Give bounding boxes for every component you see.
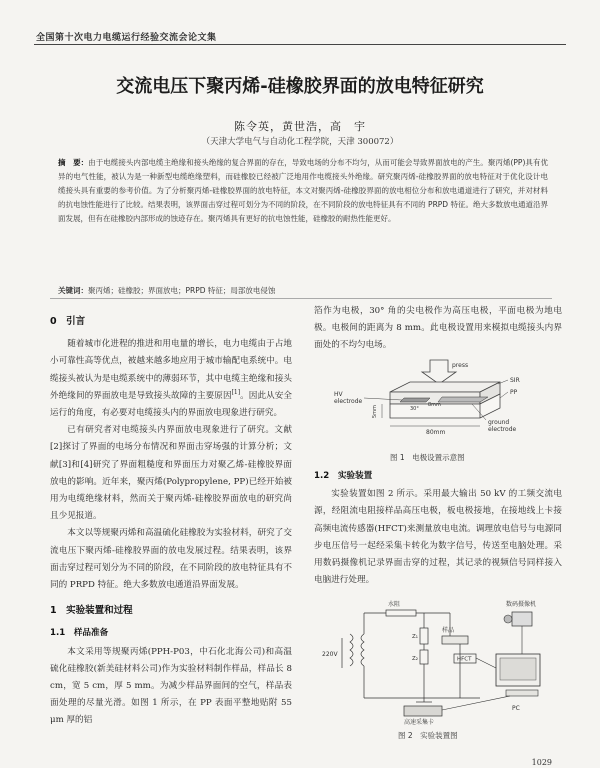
page-number: 1029 [531, 758, 552, 767]
label-hfct: HFCT [457, 656, 472, 663]
impedance-z1 [420, 628, 428, 644]
label-press: press [452, 362, 469, 369]
abstract-rule [50, 298, 552, 299]
label-z2: Z₂ [412, 656, 418, 662]
abstract [58, 156, 548, 226]
figure-1-caption: 图 1 电极设置示意图 [390, 453, 465, 462]
daq-card [404, 706, 442, 716]
label-angle: 30° [410, 406, 419, 412]
label-pp: PP [510, 389, 518, 396]
label-width: 80mm [426, 429, 446, 436]
label-camera: 数码摄像机 [506, 601, 537, 608]
pc-keyboard [506, 690, 538, 696]
paper-authors: 陈令英，黄世浩，高 宇 [234, 120, 366, 133]
intro-paragraph-1 [50, 336, 292, 422]
section-1-2-heading: 1.2 实验装置 [314, 471, 373, 481]
keywords-text: 聚丙烯；硅橡胶；界面放电；PRPD 特征；局部放电侵蚀 [88, 286, 276, 295]
hv-foil-electrode [400, 398, 430, 402]
keywords-label: 关键词： [58, 286, 88, 295]
sample-block [442, 636, 468, 644]
label-gap: 8mm [428, 402, 441, 408]
label-source: 220V [322, 651, 338, 658]
ground-foil-electrode [438, 397, 488, 402]
label-sample: 样品 [442, 627, 455, 634]
apparatus-paragraph: 实验装置如图 2 所示。采用最大输出 50 kV 的工频交流电源，经阻流电阻接样品高压电极，板电极接地，在接地线上卡接高频电流传感器(HFCT)来测量放电电流。调理放电信号与电源同步电压信号一起经采集卡转化为数字信号，传送至电脑处理。采用数码摄像机记录界面击穿的过程，其记录的视频信号同样接入电脑进行处理。 [314, 489, 562, 586]
impedance-z2 [420, 650, 428, 664]
left-column [50, 305, 292, 730]
running-head: 全国第十次电力电缆运行经验交流会论文集 [36, 33, 217, 43]
right-column [314, 303, 562, 355]
transformer-secondary [361, 634, 364, 666]
abstract-label: 摘 要： [58, 158, 89, 167]
electrode-paragraph: 箔作为电极，30° 角的尖电极作为高压电极，平面电极为地电极。电极间的距离为 8 mm。此电极设置用来模拟电缆接头内界面处的不均匀电场。 [314, 306, 562, 351]
label-thickness: 5mm [372, 405, 378, 418]
water-resistor [386, 610, 416, 616]
section-1-heading: 1 实验装置和过程 [50, 605, 133, 617]
paper-affiliation: （天津大学电气与自动化工程学院，天津 300072） [201, 137, 399, 147]
figure-1-electrode-setup [330, 358, 540, 443]
label-pc: PC [512, 705, 520, 712]
figure-2-caption: 图 2 实验装置图 [398, 731, 458, 740]
label-daq: 高速采集卡 [404, 719, 435, 726]
header-rule [34, 44, 566, 45]
press-arrow [422, 360, 456, 384]
label-hv-electrode: HV electrode [334, 391, 363, 405]
right-column-lower [314, 466, 562, 589]
abstract-text: 由于电缆接头内部电缆主绝缘和接头绝缘的复合界面的存在，导致电场的分布不均匀，从而可能会导致界面放电的产生。聚丙烯(PP)具有优异的电气性能，被认为是一种新型电缆绝缘塑料，而硅橡胶已经被广泛地用作电缆接头外绝缘。研究聚丙烯-硅橡胶界面的放电特征对于优化设计电缆接头具有重要的参考价值。为了分析聚丙烯-硅橡胶界面的放电特征，本文对聚丙烯-硅橡胶界面的放电相位分布和放电通道进行了研究，并对材料的抗电蚀性能进行了比较。结果表明，该界面击穿过程可划分为不同的阶段，在不同阶段的放电特征具有不同的 PRPD 特征。绝大多数放电通道沿界面发展，但有在硅橡胶内部形成的蚀迹存在。聚丙烯具有更好的抗电蚀性能，硅橡胶的耐热性能更好。 [58, 158, 548, 223]
camera-icon [512, 612, 532, 626]
paper-title: 交流电压下聚丙烯-硅橡胶界面的放电特征研究 [116, 76, 484, 97]
sample-paragraph: 本文采用等规聚丙烯(PPH-P03，中石化北海公司)和高温硫化硅橡胶(新美硅材料公司)作为实验材料制作样品，样品长 8 cm，宽 5 cm，厚 5 mm。为减少样品界面间的空气，样品表面处理的尽量光滑。如图 1 所示，在 PP 表面平整地贴附 55 μm 厚的铝 [50, 646, 292, 726]
keywords [58, 285, 548, 296]
section-1-1-heading: 1.1 样品准备 [50, 628, 109, 639]
transformer-primary [350, 634, 353, 666]
label-sir: SIR [510, 377, 520, 384]
label-ground-electrode: ground electrode [488, 419, 517, 433]
label-water-resistor: 水阻 [388, 601, 401, 608]
intro-paragraph-3: 本文以等规聚丙烯和高温硫化硅橡胶为实验材料，研究了交流电压下聚丙烯-硅橡胶界面的放电发展过程。结果表明，该界面击穿过程可划分为不同的阶段，在不同阶段的放电特征具有不同的 PRPD 特征。绝大多数放电通道沿界面发展。 [50, 528, 292, 591]
section-0-heading: 0 引言 [50, 316, 86, 327]
figure-2-experimental-setup [320, 598, 560, 726]
citation-1: [1] [231, 388, 241, 396]
intro-paragraph-2: 已有研究者对电缆接头内界面放电现象进行了研究。文献[2]探讨了界面的电场分布情况和界面击穿场强的计算分析；文献[3]和[4]研究了界面粗糙度和界面压力对聚乙烯-硅橡胶界面放电的影响。近年来，聚丙烯(Polypropylene, PP)已经开始被用为电缆绝缘材料，然而关于聚丙烯-硅橡胶界面放电的研究尚且少见报道。 [50, 425, 292, 522]
intro-p1-text: 随着城市化进程的推进和用电量的增长，电力电缆由于占地小可靠性高等优点，被越来越多地应用于城市输配电系统中。电缆接头被认为是电缆系统中的薄弱环节，其中电缆主绝缘和接头外绝缘间的界面放电是导致接头故障的主要原因 [50, 339, 292, 401]
label-z1: Z₁ [412, 634, 418, 640]
intro-p1-tail: 。因此从安全运行的角度，有必要对电缆接头内的界面放电现象进行研究。 [50, 390, 292, 419]
